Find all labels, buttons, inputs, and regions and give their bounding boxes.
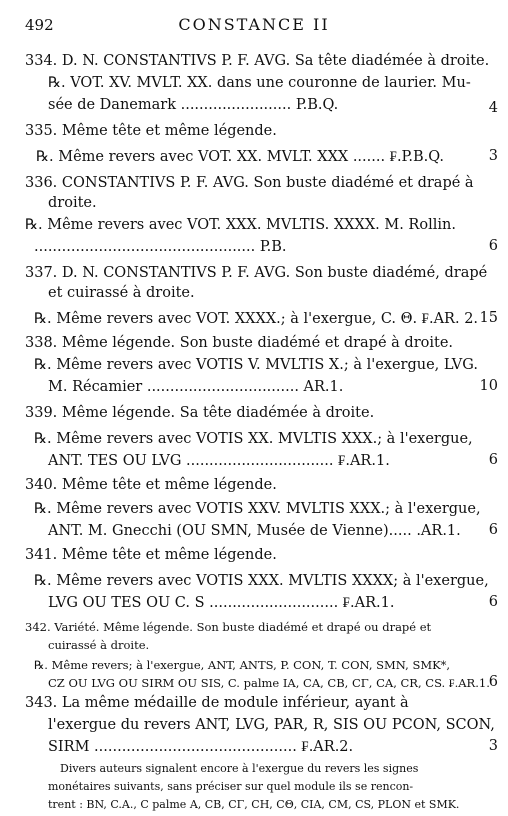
text-line: M. Récamier ................................. AR.1. — [48, 379, 344, 395]
text-line: ℞. Même revers avec VOTIS XXV. MVLTIS XXX.; à l'exergue, — [34, 501, 481, 517]
text-line: 340. Même tête et même légende. — [25, 477, 277, 493]
text-line: 338. Même légende. Son buste diadémé et drapé à droite. — [25, 335, 454, 351]
text-line: sée de Danemark ........................ P.B.Q. — [48, 97, 339, 113]
text-line: ℞. Même revers avec VOTIS XX. MVLTIS XXX.; à l'exergue, — [34, 431, 473, 447]
text-line: ℞. Même revers avec VOT. XX. MVLT. XXX ....... ₣.P.B.Q. — [36, 149, 445, 165]
price-value: 4 — [488, 100, 498, 116]
price-value: 10 — [479, 378, 498, 394]
text-line: ANT. M. Gnecchi (OU SMN, Musée de Vienne)..... .AR.1. — [48, 523, 461, 539]
text-line: et cuirassé à droite. — [48, 285, 195, 301]
text-line: 343. La même médaille de module inférieur, ayant à — [25, 695, 409, 711]
text-line: ANT. TES OU LVG ................................ ₣.AR.1. — [48, 453, 390, 469]
price-value: 15 — [479, 310, 498, 326]
text-line: 342. Variété. Même légende. Son buste diadémé et drapé ou drapé et — [25, 620, 432, 634]
text-line: 337. D. N. CONSTANTIVS P. F. AVG. Son buste diadémé, drapé — [25, 265, 488, 281]
price-value: 6 — [488, 674, 498, 690]
text-line: monétaires suivants, sans préciser sur quel module ils se rencon- — [48, 780, 414, 793]
text-line: Divers auteurs signalent encore à l'exergue du revers les signes — [60, 762, 419, 775]
text-line: 339. Même légende. Sa tête diadémée à droite. — [25, 405, 375, 421]
text-line: 335. Même tête et même légende. — [25, 123, 277, 139]
text-line: 336. CONSTANTIVS P. F. AVG. Son buste diadémé et drapé à — [25, 175, 474, 191]
text-line: droite. — [48, 195, 97, 211]
price-value: 6 — [488, 238, 498, 254]
text-line: ℞. Même revers avec VOTIS V. MVLTIS X.; à l'exergue, LVG. — [34, 357, 478, 373]
text-line: ℞. Même revers; à l'exergue, ANT, ANTS, P. CON, T. CON, SMN, SMK*, — [34, 658, 451, 672]
text-line: 341. Même tête et même légende. — [25, 547, 277, 563]
price-value: 6 — [488, 522, 498, 538]
price-value: 3 — [488, 148, 498, 164]
text-line: ................................................ P.B. — [34, 239, 287, 255]
price-value: 6 — [488, 452, 498, 468]
text-line: 334. D. N. CONSTANTIVS P. F. AVG. Sa tête diadémée à droite. — [25, 53, 490, 69]
text-line: ℞. VOT. XV. MVLT. XX. dans une couronne de laurier. Mu- — [48, 75, 471, 91]
price-value: 3 — [488, 738, 498, 754]
text-line: LVG OU TES OU C. S ............................ ₣.AR.1. — [48, 595, 395, 611]
text-line: cuirassé à droite. — [48, 638, 150, 652]
text-line: ℞. Même revers avec VOT. XXXX.; à l'exergue, C. Θ. ₣.AR. 2. — [34, 311, 479, 327]
text-line: CZ OU LVG OU SIRM OU SIS, C. palme IA, CA, CB, CΓ, CA, CR, CS. ₣.AR.1. — [48, 676, 490, 690]
text-line: trent : BN, C.A., C palme A, CB, CΓ, CH, CΘ, CIA, CM, CS, PLON et SMK. — [48, 798, 460, 811]
text-line: l'exergue du revers ANT, LVG, PAR, R, SIS OU PCON, SCON, — [48, 717, 495, 733]
text-line: ℞. Même revers avec VOT. XXX. MVLTIS. XXXX. M. Rollin. — [25, 217, 456, 233]
page-title: CONSTANCE II — [178, 15, 330, 34]
text-line: SIRM ............................................ ₣.AR.2. — [48, 739, 354, 755]
page-number: 492 — [25, 16, 54, 34]
text-line: ℞. Même revers avec VOTIS XXX. MVLTIS XXXX; à l'exergue, — [34, 573, 489, 589]
price-value: 6 — [488, 594, 498, 610]
